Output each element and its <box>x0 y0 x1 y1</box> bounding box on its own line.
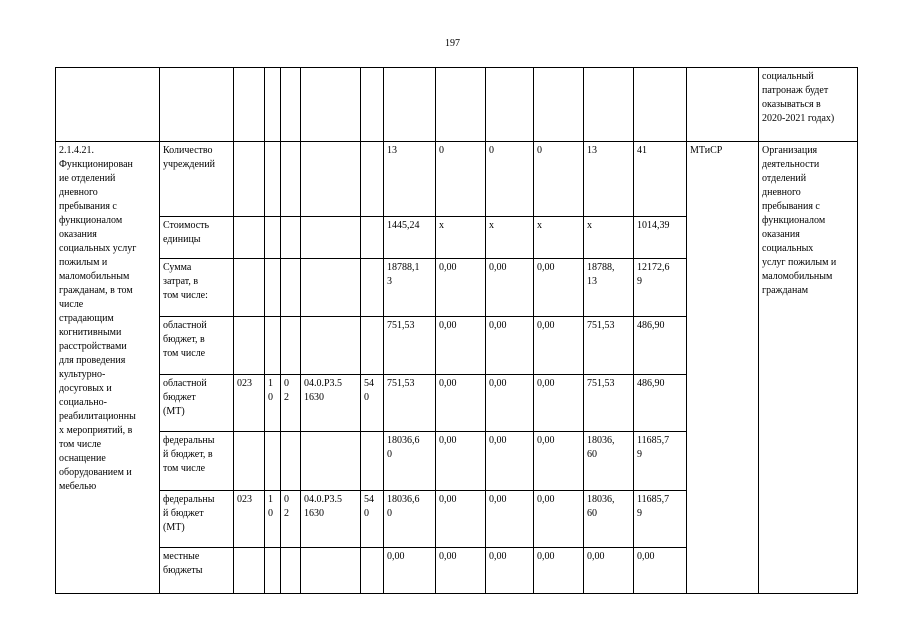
pr-cell <box>281 259 301 317</box>
value-cell: х <box>486 217 534 259</box>
value-cell: 0 <box>436 142 486 217</box>
value-cell: 0,00 <box>634 548 687 594</box>
value-cell: 0,00 <box>584 548 634 594</box>
row-label: Стоимость единицы <box>160 217 234 259</box>
value-cell: 751,53 <box>584 375 634 432</box>
value-cell: 18788, 13 <box>584 259 634 317</box>
value-cell: 0,00 <box>486 259 534 317</box>
value-cell: 0,00 <box>534 491 584 548</box>
grbs-cell <box>234 217 265 259</box>
value-cell: 11685,7 9 <box>634 432 687 491</box>
continuation-row <box>56 68 858 142</box>
csr-cell <box>301 142 361 217</box>
grbs-cell: 023 <box>234 491 265 548</box>
value-cell: 0,00 <box>436 548 486 594</box>
value-cell: 0,00 <box>534 317 584 375</box>
value-cell: 0,00 <box>534 375 584 432</box>
value-cell: 0,00 <box>534 548 584 594</box>
value-cell: 0,00 <box>486 548 534 594</box>
row-label: Количество учреждений <box>160 142 234 217</box>
value-cell: 13 <box>384 142 436 217</box>
value-cell: 13 <box>584 142 634 217</box>
rz-cell <box>265 217 281 259</box>
value-cell: 0 <box>486 142 534 217</box>
pr-cell <box>281 142 301 217</box>
grbs-cell <box>234 317 265 375</box>
value-cell: 18036,6 0 <box>384 432 436 491</box>
value-cell: 0,00 <box>436 317 486 375</box>
value-cell: 1014,39 <box>634 217 687 259</box>
value-cell: 0,00 <box>436 432 486 491</box>
vr-cell <box>361 142 384 217</box>
csr-cell <box>301 317 361 375</box>
rz-cell <box>265 259 281 317</box>
value-cell: 0,00 <box>486 375 534 432</box>
expected-result: Организация деятельности отделений дневного пребывания с функционалом оказания социальных услуг пожилым и маломобильным гражданам <box>759 142 858 594</box>
csr-cell: 04.0.Р3.5 1630 <box>301 491 361 548</box>
value-cell: 18036, 60 <box>584 491 634 548</box>
value-cell: 18036, 60 <box>584 432 634 491</box>
table-row <box>56 142 858 217</box>
value-cell: 0,00 <box>486 432 534 491</box>
value-cell: х <box>534 217 584 259</box>
value-cell: 0,00 <box>486 317 534 375</box>
pr-cell: 0 2 <box>281 491 301 548</box>
value-cell: 751,53 <box>384 375 436 432</box>
csr-cell <box>301 432 361 491</box>
row-label: областной бюджет, в том числе <box>160 317 234 375</box>
rz-cell <box>265 142 281 217</box>
csr-cell <box>301 259 361 317</box>
continuation-note: социальный патронаж будет оказываться в 2020-2021 годах) <box>759 68 858 142</box>
rz-cell <box>265 548 281 594</box>
value-cell: 12172,6 9 <box>634 259 687 317</box>
value-cell: 0,00 <box>436 491 486 548</box>
value-cell: 0,00 <box>534 432 584 491</box>
value-cell: 0,00 <box>486 491 534 548</box>
vr-cell: 54 0 <box>361 375 384 432</box>
value-cell: 0,00 <box>534 259 584 317</box>
value-cell: 0,00 <box>436 259 486 317</box>
grbs-cell <box>234 259 265 317</box>
vr-cell: 54 0 <box>361 491 384 548</box>
row-label: федеральны й бюджет (МТ) <box>160 491 234 548</box>
row-label: федеральны й бюджет, в том числе <box>160 432 234 491</box>
value-cell: 1445,24 <box>384 217 436 259</box>
rz-cell <box>265 432 281 491</box>
value-cell: 0 <box>534 142 584 217</box>
value-cell: 486,90 <box>634 317 687 375</box>
csr-cell <box>301 217 361 259</box>
value-cell: 18036,6 0 <box>384 491 436 548</box>
executor: МТиСР <box>687 142 759 594</box>
pr-cell <box>281 317 301 375</box>
row-label: областной бюджет (МТ) <box>160 375 234 432</box>
value-cell: 0,00 <box>436 375 486 432</box>
value-cell: х <box>584 217 634 259</box>
pr-cell: 0 2 <box>281 375 301 432</box>
grbs-cell <box>234 548 265 594</box>
value-cell: х <box>436 217 486 259</box>
value-cell: 11685,7 9 <box>634 491 687 548</box>
value-cell: 18788,1 3 <box>384 259 436 317</box>
vr-cell <box>361 217 384 259</box>
grbs-cell <box>234 432 265 491</box>
pr-cell <box>281 432 301 491</box>
value-cell: 751,53 <box>384 317 436 375</box>
value-cell: 486,90 <box>634 375 687 432</box>
rz-cell: 1 0 <box>265 375 281 432</box>
row-label: Сумма затрат, в том числе: <box>160 259 234 317</box>
vr-cell <box>361 259 384 317</box>
pr-cell <box>281 548 301 594</box>
csr-cell: 04.0.Р3.5 1630 <box>301 375 361 432</box>
grbs-cell: 023 <box>234 375 265 432</box>
budget-table <box>55 67 858 594</box>
page-number: 197 <box>445 38 460 49</box>
measure-name: 2.1.4.21. Функционирован ие отделений дневного пребывания с функционалом оказания социальных услуг пожилым и маломобильным гражданам, в том числе страдающим когнитивными расстройствами для проведения культурно- досуговых и социально- реабилитационны х мероприятий, в том числе оснащение оборудованием и мебелью <box>56 142 160 594</box>
vr-cell <box>361 548 384 594</box>
pr-cell <box>281 217 301 259</box>
value-cell: 41 <box>634 142 687 217</box>
rz-cell <box>265 317 281 375</box>
csr-cell <box>301 548 361 594</box>
vr-cell <box>361 317 384 375</box>
value-cell: 751,53 <box>584 317 634 375</box>
vr-cell <box>361 432 384 491</box>
grbs-cell <box>234 142 265 217</box>
value-cell: 0,00 <box>384 548 436 594</box>
row-label: местные бюджеты <box>160 548 234 594</box>
rz-cell: 1 0 <box>265 491 281 548</box>
